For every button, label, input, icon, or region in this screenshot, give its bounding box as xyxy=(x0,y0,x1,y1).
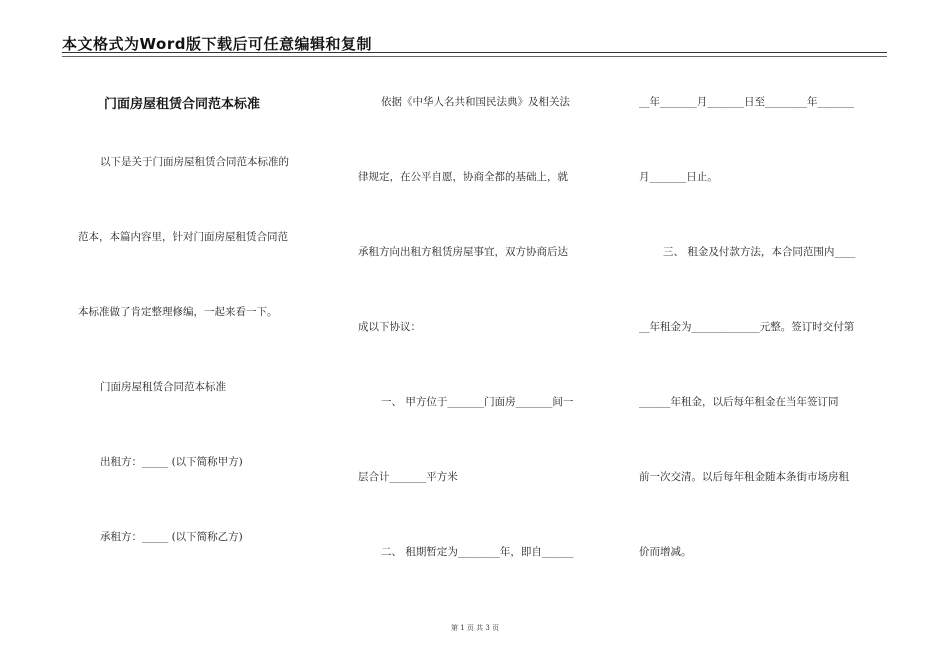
paragraph-line: __年租金为_____________元整。签订时交付第 xyxy=(639,321,855,333)
paragraph-line: 承租方向出租方租赁房屋事宜，双方协商后达 xyxy=(358,246,568,258)
paragraph-line: 价而增减。 xyxy=(639,546,692,558)
document-banner: 本文格式为Word版下载后可任意编辑和复制 xyxy=(62,35,372,53)
paragraph-line: 律规定，在公平自愿，协商全都的基础上，就 xyxy=(358,171,568,183)
paragraph-line: 层合计_______平方米 xyxy=(358,471,458,483)
clause-2: 二、 租期暂定为________年，即自______ xyxy=(381,546,574,558)
paragraph-line: 依据《中华人名共和国民法典》及相关法 xyxy=(381,96,570,108)
page-number: 第 1 页 共 3 页 xyxy=(450,624,500,632)
clause-1: 一、 甲方位于_______门面房_______间一 xyxy=(381,396,574,408)
paragraph-line: 以下是关于门面房屋租赁合同范本标准的 xyxy=(100,156,289,168)
section-heading: 门面房屋租赁合同范本标准 xyxy=(100,381,226,393)
paragraph-line: 范本，本篇内容里，针对门面房屋租赁合同范 xyxy=(78,231,288,243)
document-title: 门面房屋租赁合同范本标准 xyxy=(104,97,261,112)
lessee-field: 承租方：_____ (以下简称乙方) xyxy=(100,531,243,543)
header-rule-thick xyxy=(62,52,887,53)
paragraph-line: 前一次交清。以后每年租金随本条街市场房租 xyxy=(639,471,849,483)
paragraph-line: 成以下协议： xyxy=(358,321,421,333)
clause-3: 三、 租金及付款方法，本合同范围内____ xyxy=(663,246,856,258)
paragraph-line: ______年租金，以后每年租金在当年签订同 xyxy=(639,396,839,408)
paragraph-line: 月_______日止。 xyxy=(639,171,718,183)
lessor-field: 出租方：_____ (以下简称甲方) xyxy=(100,456,243,468)
header-rule-thin xyxy=(62,56,887,57)
paragraph-line: 本标准做了肯定整理修编，一起来看一下。 xyxy=(78,306,278,318)
paragraph-line: __年_______月_______日至________年_______ xyxy=(639,96,855,108)
